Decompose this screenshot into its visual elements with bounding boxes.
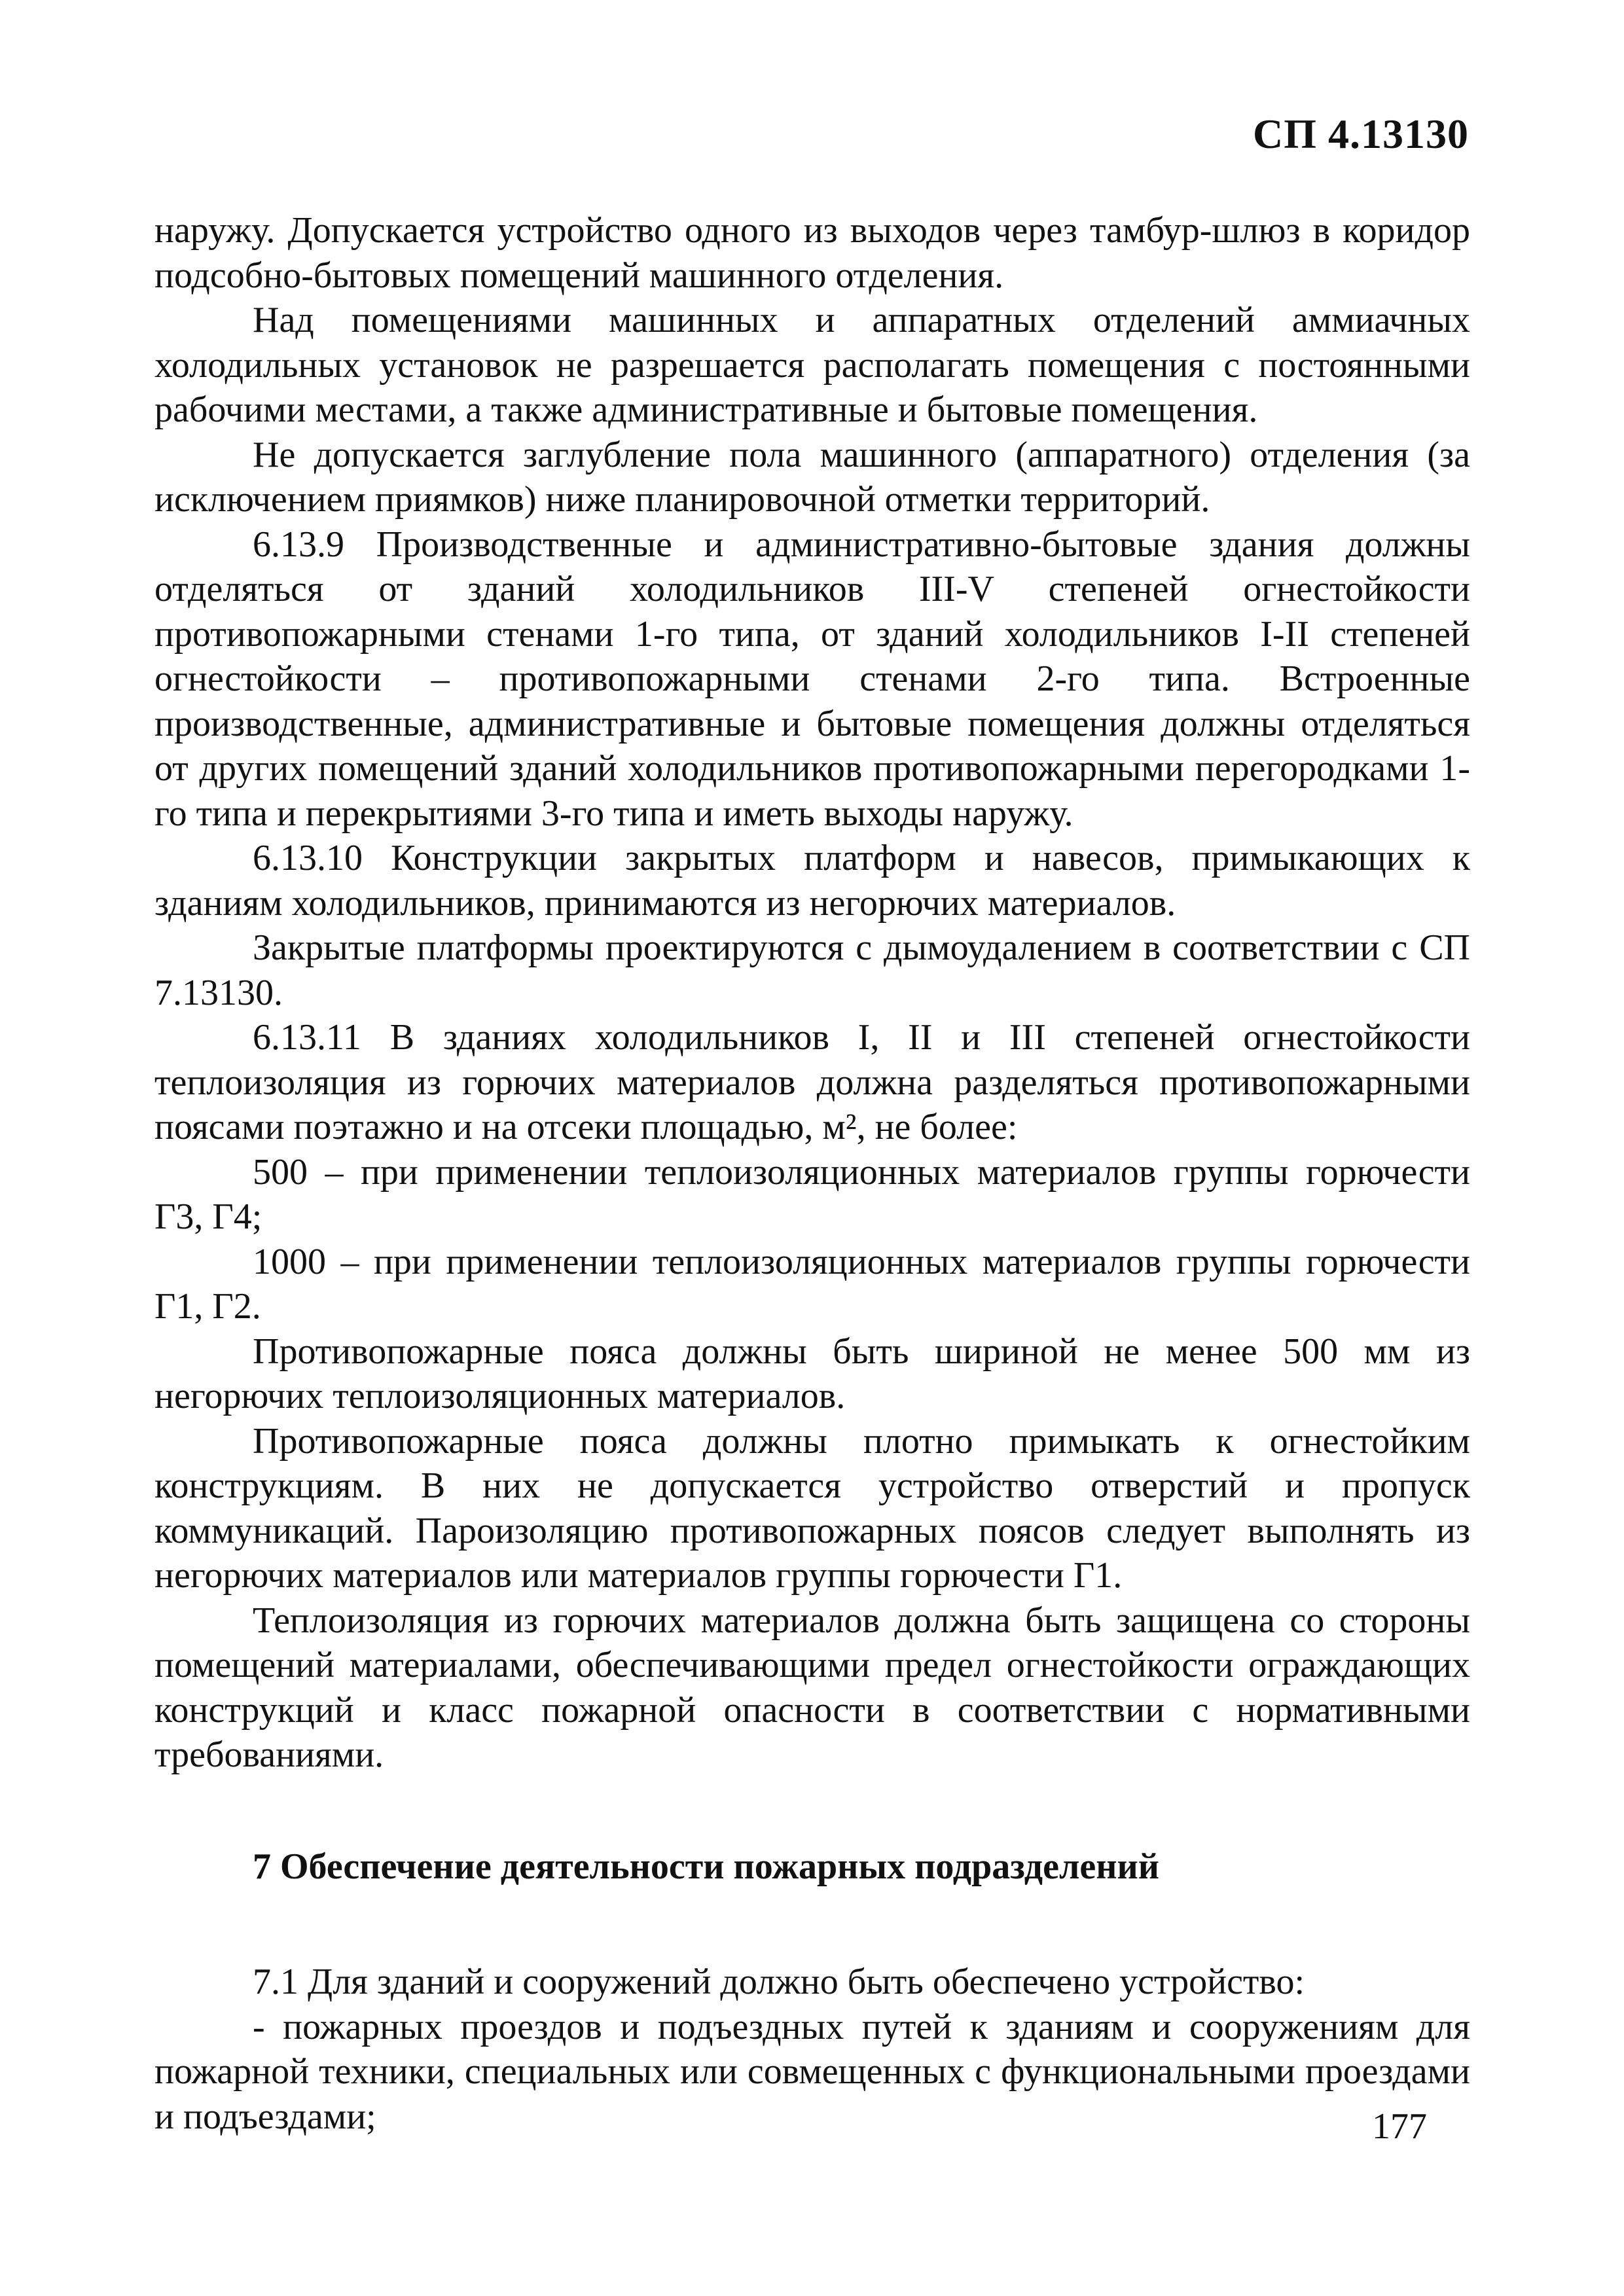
- paragraph-6-13-11: 6.13.11 В зданиях холодильников I, II и III степеней огнестойкости теплоизоляция из горючих материалов должна разделяться противопожарными поясами поэтажно и на отсеки площадью, м², не более:: [154, 1017, 1470, 1147]
- paragraph-7-1: 7.1 Для зданий и сооружений должно быть обеспечено устройство:: [253, 1962, 1305, 2002]
- paragraph: Теплоизоляция из горючих материалов должна быть защищена со стороны помещений материалами, обеспечивающими предел огнестойкости ограждающих конструкций и класс пожарной опасности в соответствии с нормативными требованиями.: [154, 1600, 1470, 1775]
- page-body: [154, 208, 1470, 2139]
- list-item-fire-passages: - пожарных проездов и подъездных путей к зданиям и сооружениям для пожарной техники, специальных или совмещенных с функциональными проездами и подъездами;: [154, 2006, 1470, 2137]
- paragraph-continuation: наружу. Допускается устройство одного из выходов через тамбур-шлюз в коридор подсобно-бытовых помещений машинного отделения.: [154, 210, 1470, 296]
- paragraph: Противопожарные пояса должны плотно примыкать к огнестойким конструкциям. В них не допускается устройство отверстий и пропуск коммуникаций. Пароизоляцию противопожарных поясов следует выполнять из негорючих материалов или материалов группы горючести Г1.: [154, 1420, 1470, 1596]
- page-number: 177: [1372, 2106, 1427, 2147]
- list-item-1000: 1000 – при применении теплоизоляционных материалов группы горючести Г1, Г2.: [154, 1241, 1470, 1327]
- document-code-header: СП 4.13130: [1253, 111, 1469, 157]
- paragraph: Над помещениями машинных и аппаратных отделений аммиачных холодильных установок не разрешается располагать помещения с постоянными рабочими местами, а также административные и бытовые помещения.: [154, 300, 1470, 430]
- section-heading: 7 Обеспечение деятельности пожарных подразделений: [253, 1846, 1160, 1887]
- paragraph-6-13-9: 6.13.9 Производственные и административно-бытовые здания должны отделяться от зданий холодильников III-V степеней огнестойкости противопожарными стенами 1-го типа, от зданий холодильников I-II степеней огнестойкости – противопожарными стенами 2-го типа. Встроенные производственные, административные и бытовые помещения должны отделяться от других помещений зданий холодильников противопожарными перегородками 1-го типа и перекрытиями 3-го типа и иметь выходы наружу.: [154, 524, 1470, 834]
- paragraph: Не допускается заглубление пола машинного (аппаратного) отделения (за исключением приямков) ниже планировочной отметки территорий.: [154, 434, 1470, 520]
- paragraph-6-13-10: 6.13.10 Конструкции закрытых платформ и навесов, примыкающих к зданиям холодильников, принимаются из негорючих материалов.: [154, 838, 1470, 924]
- paragraph: Противопожарные пояса должны быть шириной не менее 500 мм из негорючих теплоизоляционных материалов.: [154, 1331, 1470, 1416]
- list-item-500: 500 – при применении теплоизоляционных материалов группы горючести Г3, Г4;: [154, 1151, 1470, 1237]
- paragraph: Закрытые платформы проектируются с дымоудалением в соответствии с СП 7.13130.: [154, 927, 1470, 1013]
